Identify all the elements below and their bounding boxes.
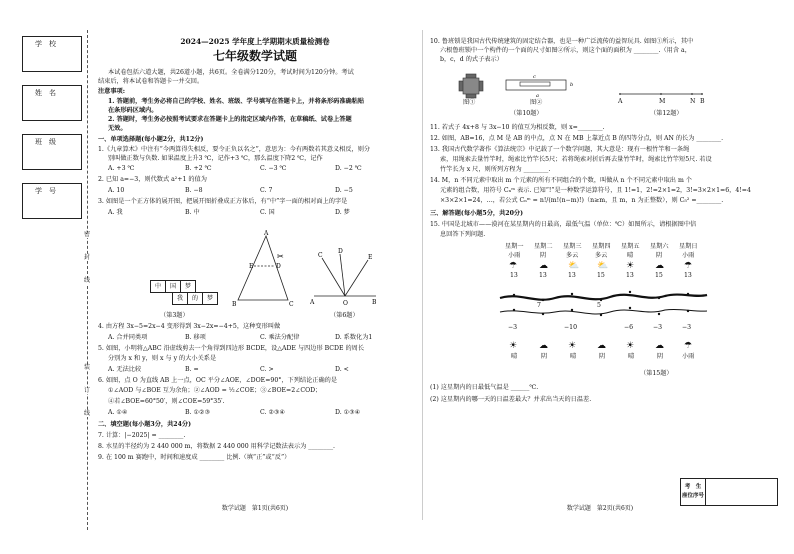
q6-line-3: ④若∠BOE=60°50′，则∠COE=59°35′. (108, 398, 225, 405)
q4-option-c[interactable]: C. 乘法分配律 (260, 334, 300, 341)
weather-bottom-label: 阴 (599, 353, 606, 360)
point-b: B (700, 98, 705, 105)
notice-2: 2. 答题时，考生务必按照考试要求在答题卡上的指定区域内作答，在草稿纸、试卷上答题 (108, 116, 352, 123)
high-temp: 13 (684, 272, 692, 279)
svg-text:C: C (289, 301, 294, 308)
svg-text:B: B (372, 299, 377, 306)
left-footer: 数学试题 第1页(共6页) (221, 505, 289, 512)
high-temp: 15 (655, 272, 663, 279)
notice-1b: 在条形码区域内。 (108, 107, 158, 114)
name-label: 姓 名 (35, 89, 56, 97)
q6-line-2: ①∠AOD 与∠BOE 互为余角；②∠AOD = ½∠COE；③∠BOE=2∠COD； (108, 387, 322, 394)
fig6-caption: （第6题） (330, 312, 359, 319)
q1-line-2: 别叫做正数与负数. 如果温度上升3 ℃，记作+3 ℃，那么温度下降2 ℃，记作 (108, 155, 323, 162)
weather-bottom-label: 晴 (570, 353, 577, 360)
low-temp: −10 (564, 324, 578, 331)
q5-line-2: 分别为 x 和 y，则 x 与 y 的大小关系是 (108, 355, 217, 362)
cloud-icon: ☁ (655, 261, 664, 271)
q10-line-3: b，c，d 的式子表示） (440, 56, 503, 63)
high-temp: 13 (510, 272, 518, 279)
sun-icon: ☀ (509, 341, 518, 351)
sun-icon: ☀ (568, 341, 577, 351)
q8-stem[interactable]: 8. 水星的半径约为 2 440 000 m，将数据 2 440 000 用科学记数法表示为 ________. (98, 443, 336, 450)
page-divider (422, 30, 423, 520)
subject-title: 七年级数学试题 (212, 49, 297, 63)
low-temp: −3 (682, 324, 692, 331)
q13-line-3[interactable]: 竹竿长为 x 尺，则所列方程为 ________. (440, 166, 551, 173)
q3-option-b[interactable]: B. 中 (185, 209, 200, 216)
binding-char-2: 订 (83, 387, 90, 394)
q12-stem[interactable]: 12. 如图，AB=16，点 M 是 AB 的中点，点 N 在 MB 上靠近点 B 的四等分点，则 AN 的长为 ________. (430, 135, 724, 142)
section-1-title: 一、单项选择题(每小题2分，共12分) (98, 136, 204, 143)
q3-option-d[interactable]: D. 梦 (335, 209, 350, 216)
q11-stem[interactable]: 11. 若式子 4x+8 与 3x−10 的值互为相反数，则 x=________. (430, 124, 605, 131)
cloud-icon: ☁ (655, 341, 664, 351)
point-m: M (659, 98, 666, 105)
school-label: 学 校 (35, 40, 56, 48)
svg-text:a: a (536, 93, 539, 99)
q15-line-2: 息回答下列问题. (440, 231, 486, 238)
cloud-icon: ☁ (539, 341, 548, 351)
point-n: N (690, 98, 696, 105)
cloud-icon: ☁ (539, 261, 548, 271)
day-label: 星期四 (592, 243, 611, 250)
seat-label-line-1: 考 生 (684, 484, 702, 490)
q4-stem: 4. 由方程 3x−5=2x−4 变形得到 3x−2x=−4+5，这种变形叫做 (98, 323, 281, 330)
weather-bottom-label: 小雨 (682, 353, 695, 360)
net-cell-guo: 国 (165, 280, 181, 293)
svg-text:B: B (232, 301, 237, 308)
high-temp: 13 (568, 272, 576, 279)
svg-text:E: E (249, 263, 254, 270)
seal-char-1: 密 (83, 231, 90, 238)
name-field[interactable] (22, 85, 82, 121)
day-label: 星期三 (563, 243, 582, 250)
weather-top-label: 阴 (540, 252, 547, 259)
q5-option-a[interactable]: A. 无法比较 (108, 366, 142, 373)
intro-line-2: 结束后，将本试卷和答题卡一并交回。 (98, 78, 204, 85)
binding-char-1: 装 (83, 364, 90, 371)
svg-text:c: c (533, 74, 536, 80)
weather-bottom-label: 阴 (657, 353, 664, 360)
day-label: 星期二 (534, 243, 553, 250)
notice-1: 1. 答题前，考生务必将自己的学校、姓名、班级、学号填写在答题卡上，并将条形码准确粘贴 (108, 98, 365, 105)
seal-char-3: 线 (83, 277, 90, 284)
q5-option-b[interactable]: B. = (185, 366, 199, 373)
rain-icon: ☂ (509, 261, 518, 271)
class-field[interactable] (22, 134, 82, 170)
seal-char-2: 封 (83, 254, 90, 261)
q2-option-c[interactable]: C. 7 (260, 187, 273, 194)
svg-text:A: A (264, 230, 269, 237)
net-cell-de: 的 (187, 292, 203, 305)
q6-option-b[interactable]: B. ①②③ (185, 409, 211, 416)
q1-option-a[interactable]: A. +3 ℃ (108, 165, 135, 172)
fig3-caption: （第3题） (160, 312, 189, 319)
q6-option-c[interactable]: C. ②③④ (260, 409, 286, 416)
weather-top-label: 小雨 (508, 252, 521, 259)
q10-line-2[interactable]: 六根鲁班锁中一个构件的一个面的尺寸如图②所示，则这个面的面积为 ________.（用含 a， (440, 47, 691, 54)
day-label: 星期六 (650, 243, 669, 250)
low-temp: 5 (597, 302, 601, 309)
sun-icon: ☀ (626, 341, 635, 351)
svg-text:C: C (318, 252, 323, 259)
q10-line-1: 10. 鲁班锁是我国古代传统建筑的固定结合器，也是一种广泛流传的益智玩具. 如图①所示，其中 (430, 38, 694, 45)
angle-figure (310, 248, 380, 308)
q1-option-c[interactable]: C. −3 ℃ (260, 165, 287, 172)
q1-line-1: 1.《九章算术》中注有“今两算得失相反，要令正负以名之”，意思为：今有两数若其意义相反，则分 (98, 146, 371, 153)
svg-text:E: E (368, 254, 373, 261)
q5-line-1: 5. 如图，小明将△ABC 沿虚线剪去一个角得到四边形 BCDE，设△ADE 与四边形 BCDE 的周长 (98, 345, 365, 352)
q15-sub-1[interactable]: (1) 这星期内的日最低气温是 ______℃. (430, 384, 539, 391)
fig10-label-1: 图① (463, 99, 476, 106)
seat-label-line-2: 座位序号 (682, 493, 705, 499)
student-number-label: 学 号 (35, 187, 56, 195)
weather-top-label: 阴 (656, 252, 663, 259)
fig15-caption: （第15题） (640, 370, 673, 377)
q2-option-d[interactable]: D. −5 (335, 187, 353, 194)
svg-text:D: D (338, 248, 343, 255)
svg-text:✂: ✂ (277, 252, 284, 261)
fig10-caption: （第10题） (510, 110, 543, 117)
low-temp: −3 (653, 324, 663, 331)
weather-top-label: 多云 (566, 252, 579, 259)
q14-line-2: 元素的组合数，用符号 Cₙᵐ 表示. 已知“!”是一种数学运算符号，且 1!=1，2!=2×1=2，3!=3×2×1=6，4!=4 (440, 187, 751, 194)
low-temp: −3 (508, 324, 518, 331)
partly-cloudy-icon: ⛅ (597, 261, 609, 271)
q3-stem: 3. 如图是一个正方体的展开图，把展开图折叠成正方体后，有“中”字一面的相对面上的字是 (98, 198, 348, 205)
q2-stem: 2. 已知 a=−3，则代数式 a²+1 的值为 (98, 176, 207, 183)
net-cell-zhong: 中 (150, 280, 166, 293)
notice-title: 注意事项: (98, 88, 126, 95)
q4-option-a[interactable]: A. 合并同类项 (108, 334, 148, 341)
seat-number-box[interactable] (680, 478, 778, 506)
q6-option-a[interactable]: A. ①④ (108, 409, 128, 416)
day-label: 星期五 (621, 243, 640, 250)
q13-line-1: 13. 我国古代数学著作《算法统宗》中记载了一个数学问题，其大意是：现有一根竹竿和一条绳 (430, 146, 690, 153)
q4-option-d[interactable]: D. 系数化为1 (335, 334, 373, 341)
q9-stem[interactable]: 9. 在 100 m 赛跑中，时间和速度成 ________ 比例.（填“正”或“反”） (98, 454, 291, 461)
weather-top-label: 多云 (595, 252, 608, 259)
partly-cloudy-icon: ⛅ (568, 261, 580, 271)
triangle-figure (228, 228, 298, 308)
q2-option-b[interactable]: B. −8 (185, 187, 203, 194)
low-temp: −6 (624, 324, 634, 331)
q14-line-3[interactable]: ×3×2×1=24，…，若公式 Cₙᵐ = n!/(m!(n−m)!)（n≥m，且 m，n 为正整数），则 C₅² =________. (440, 197, 724, 204)
q1-option-d[interactable]: D. −2 ℃ (335, 165, 362, 172)
svg-text:O: O (343, 300, 348, 307)
q5-option-d[interactable]: D. < (335, 366, 349, 373)
notice-2b: 无效。 (108, 125, 127, 132)
q15-line-1: 15. 中国是北城市——漠河在某星期内的日最高，最低气温（单位：℃）如图所示，请根据图中信 (430, 221, 697, 228)
weather-top-label: 小雨 (682, 252, 695, 259)
seat-box-divider (705, 479, 706, 505)
weather-bottom-label: 晴 (511, 353, 518, 360)
student-number-field[interactable] (22, 183, 82, 219)
weather-bottom-label: 阴 (541, 353, 548, 360)
q3-option-c[interactable]: C. 国 (260, 209, 275, 216)
q6-line-1: 6. 如图，点 O 为直线 AB 上一点，OC 平分∠AOE，∠DOE=90°，下列结论正确的是 (98, 377, 338, 384)
section-2-title: 二、填空题(每小题3分，共24分) (98, 421, 192, 428)
temperature-curves (495, 282, 710, 332)
q6-option-d[interactable]: D. ①③④ (335, 409, 361, 416)
exam-title: 2024—2025 学年度上学期期末质量检测卷 (180, 37, 330, 46)
high-temp: 13 (626, 272, 634, 279)
weather-top-label: 晴 (627, 252, 634, 259)
section-3-title: 三、解答题(每小题5分，共20分) (430, 210, 524, 217)
svg-text:D: D (276, 263, 281, 270)
q15-sub-2[interactable]: (2) 这星期内的哪一天的日温差最大？并求出当天的日温差. (430, 396, 592, 403)
fig12-caption: （第12题） (650, 110, 683, 117)
q1-option-b[interactable]: B. +2 ℃ (185, 165, 212, 172)
intro-line-1: 本试卷包括六道大题，共26道小题，共6页。全卷满分120分，考试时间为120分钟。考试 (108, 69, 354, 76)
high-temp: 15 (597, 272, 605, 279)
high-temp: 13 (539, 272, 547, 279)
sun-icon: ☀ (626, 261, 635, 271)
cloud-icon: ☁ (597, 341, 606, 351)
net-cell-meng-2: 梦 (202, 292, 218, 305)
fig10-label-2: 图② (530, 99, 543, 106)
svg-text:b: b (570, 82, 574, 88)
q7-stem[interactable]: 7. 计算：|−2025| = ________. (98, 432, 186, 439)
q5-option-c[interactable]: C. > (260, 366, 274, 373)
low-temp: 7 (537, 302, 541, 309)
svg-text:A: A (310, 299, 315, 306)
weather-bottom-label: 晴 (628, 353, 635, 360)
right-footer: 数学试题 第2页(共6页) (566, 505, 634, 512)
q14-line-1: 14. M，n 不同元素中取出 m 个元素的所有不同组合的个数，叫做从 n 个不同元素中取出 m 个 (430, 177, 692, 184)
net-cell-wo: 我 (172, 292, 188, 305)
q4-option-b[interactable]: B. 移项 (185, 334, 206, 341)
net-cell-meng: 梦 (180, 280, 196, 293)
q13-line-2: 索，用绳索去量竹竿时，绳索比竹竿长5尺；若将绳索对折后再去量竹竿时，绳索比竹竿短5尺. 若设 (440, 156, 712, 163)
q2-option-a[interactable]: A. 10 (108, 187, 125, 194)
class-label: 班 级 (35, 138, 56, 146)
school-field[interactable] (22, 36, 82, 72)
rain-icon: ☂ (684, 341, 693, 351)
day-label: 星期一 (505, 243, 524, 250)
binding-char-3: 线 (83, 410, 90, 417)
q3-option-a[interactable]: A. 我 (108, 209, 123, 216)
point-a: A (618, 98, 623, 105)
rain-icon: ☂ (684, 261, 693, 271)
day-label: 星期日 (679, 243, 698, 250)
